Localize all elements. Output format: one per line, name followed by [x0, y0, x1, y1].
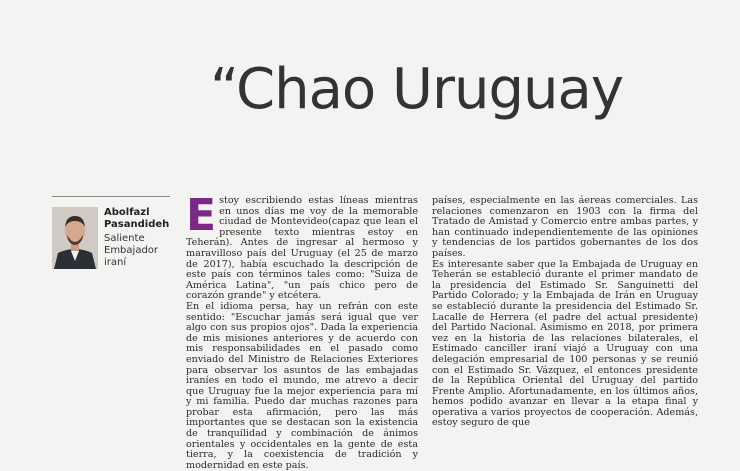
- headline: “Chao Uruguay: [210, 57, 623, 122]
- article-paragraph: Es interesante saber que la Embajada de Uruguay en Teherán se estableció durante el primer mandato de la presidencia del Estimado Sr. Sanguinetti del Partido Colorado; y la Embajada de Irán en Uruguay se estableció durante la presidencia del Estimado Sr. Lacalle de Herrera (el padre del actual presidente) del Partido Nacional. Asimismo en 2018, por primera vez en la historia de las relaciones bilaterales, el Estimado canciller iraní viajó a Uruguay con una delegación empresarial de 100 personas y se reunió con el Estimado Sr. Vázquez, el entonces presidente de la República Oriental del Uruguay del partido Frente Amplio. Afortunadamente, en los últimos años, hemos podido avanzar en llevar a la etapa final y operativa a varios proyectos de cooperación. Además, estoy seguro de que: [432, 258, 698, 429]
- author-portrait-icon: [52, 207, 98, 269]
- author-name: Abolfazl Pasandideh: [104, 207, 170, 230]
- author-role: Saliente Embajador iraní: [104, 233, 159, 268]
- article-paragraph: países, especialmente en las áereas comerciales. Las relaciones comenzaron en 1903 con la firma del Tratado de Amistad y Comercio entre ambas partes, y han continuado independientemente de las opiniones y tendencias de los partidos gobernantes de los dos países.: [432, 195, 698, 259]
- article-column-1: [186, 190, 418, 471]
- author-box: [52, 196, 170, 287]
- author-photo: [52, 207, 98, 269]
- paragraph-text: stoy escribiendo estas líneas mientras en unos días me voy de la memorable ciudad de Montevideo(capaz que lean el presente texto mientras estoy en Teherán). Antes de ingresar al hermoso y maravilloso país del Uruguay (el 25 de marzo de 2017), había escuchado la descripción de este país con términos tales como: "Suiza de América Latina", "un país chico pero de corazón grande" y etcétera.: [186, 195, 418, 302]
- article-column-2: [432, 196, 698, 429]
- dropcap: E: [186, 190, 217, 241]
- article-paragraph: En el idioma persa, hay un refrán con este sentido: "Escuchar jamás será igual que ver algo con sus propios ojos". Dada la experiencia de mis misiones anteriores y de acuerdo con mis responsabilidades en el pasado como enviado del Ministro de Relaciones Exteriores para observar los asuntos de las embajadas iraníes en todo el mundo, me atrevo a decir que Uruguay fue la mejor experiencia para mí y mi familia. Puedo dar muchas razones para probar esta afirmación, pero las más importantes que se destacan son la existencia de tranquilidad y combinación de ánimos orientales y occidentales en la gente de esta tierra, y la coexistencia de tradición y modernidad en este país.: [186, 300, 418, 471]
- article-paragraph: [186, 190, 418, 302]
